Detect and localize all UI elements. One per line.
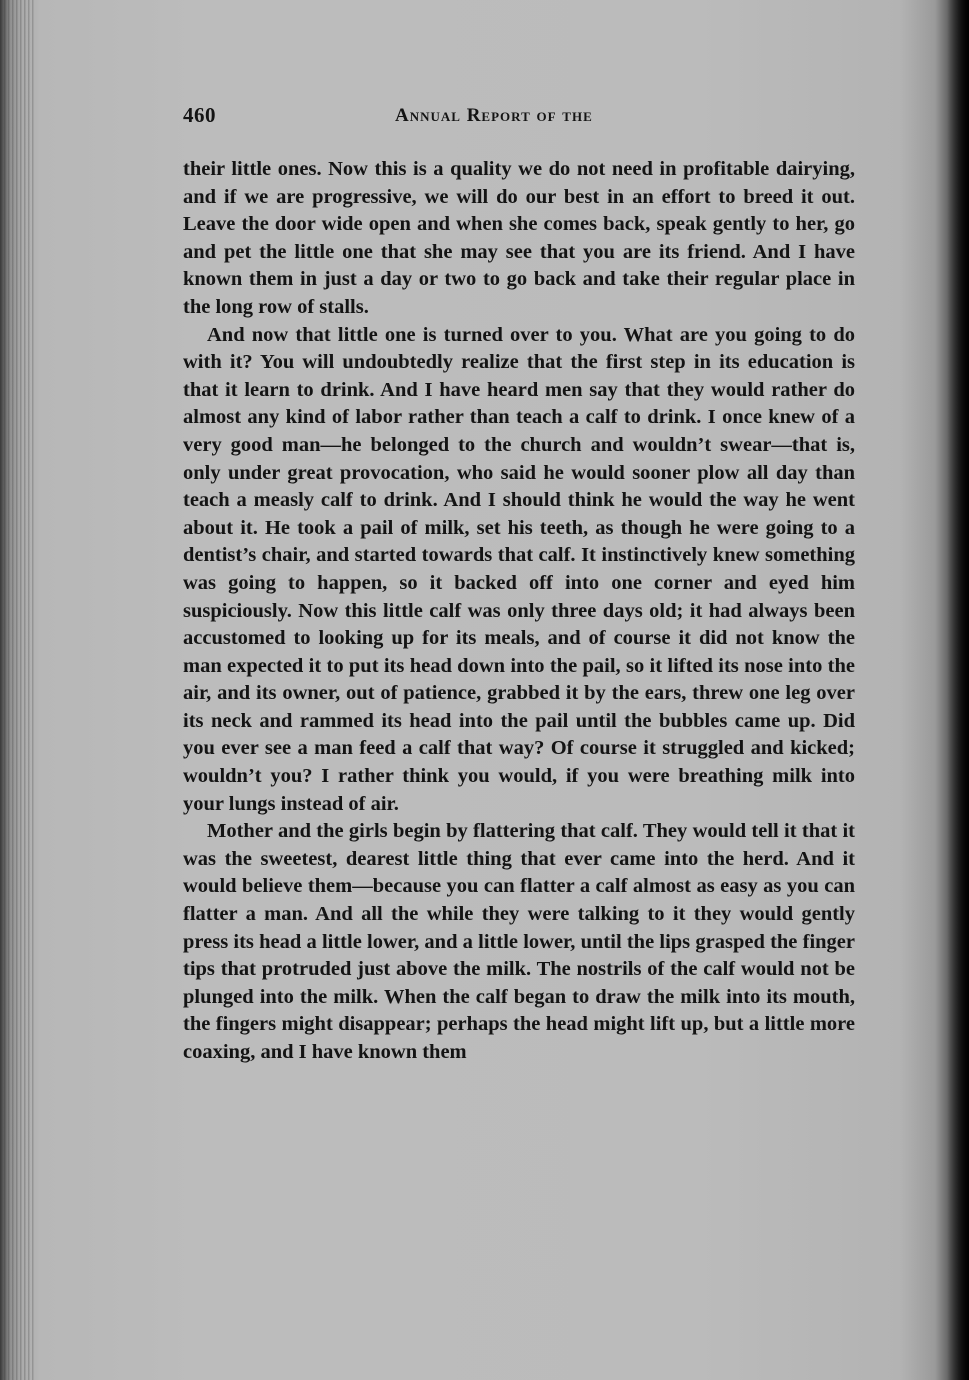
page-gutter-shadow <box>0 0 34 1380</box>
page-edge-shadow <box>947 0 969 1380</box>
body-text <box>183 156 855 1067</box>
paragraph-calf-drinking: And now that little one is turned over to you. What are you going to do with it? You will undoubtedly realize that the first step in its education is that it learn to drink. And I have heard men say that they would rather do almost any kind of labor rather than teach a calf to drink. I once knew of a very good man—he belonged to the church and wouldn’t swear—that is, only under great provocation, who said he would sooner plow all day than teach a measly calf to drink. And I should think he would the way he went about it. He took a pail of milk, set his teeth, as though he were going to a dentist’s chair, and started towards that calf. It instinctively knew something was going to happen, so it backed off into one corner and eyed him suspiciously. Now this little calf was only three days old; it had always been accustomed to looking up for its meals, and of course it did not know the man expected it to put its head down into the pail, so it lifted its nose into the air, and its owner, out of patience, grabbed it by the ears, threw one leg over its neck and rammed its head into the pail until the bubbles came up. Did you ever see a man feed a calf that way? Of course it struggled and kicked; wouldn’t you? I rather think you would, if you were breathing milk into your lungs instead of air. <box>183 323 855 815</box>
page-number: 460 <box>183 103 216 127</box>
paragraph-continued: their little ones. Now this is a quality we do not need in profitable dairying, and if we are progressive, we will do our best in an effort to breed it out. Leave the door wide open and when she comes back, speak gently to her, go and pet the little one that she may see that you are its friend. And I have known them in just a day or two to go back and take their regular place in the long row of stalls. <box>183 158 855 318</box>
running-head: Annual Report of the <box>395 105 593 126</box>
page-header <box>183 103 855 133</box>
paragraph-flattering-calf: Mother and the girls begin by flattering that calf. They would tell it that it was the sweetest, dearest little thing that ever came into the herd. And it would believe them—because you can flatter a calf almost as easy as you can flatter a man. And all the while they were talking to it they would gently press its head a little lower, and a little lower, until the lips grasped the finger tips that protruded just above the milk. The nostrils of the calf would not be plunged into the milk. When the calf began to draw the milk into its mouth, the fingers might disappear; perhaps the head might lift up, but a little more coaxing, and I have known them <box>183 820 855 1063</box>
